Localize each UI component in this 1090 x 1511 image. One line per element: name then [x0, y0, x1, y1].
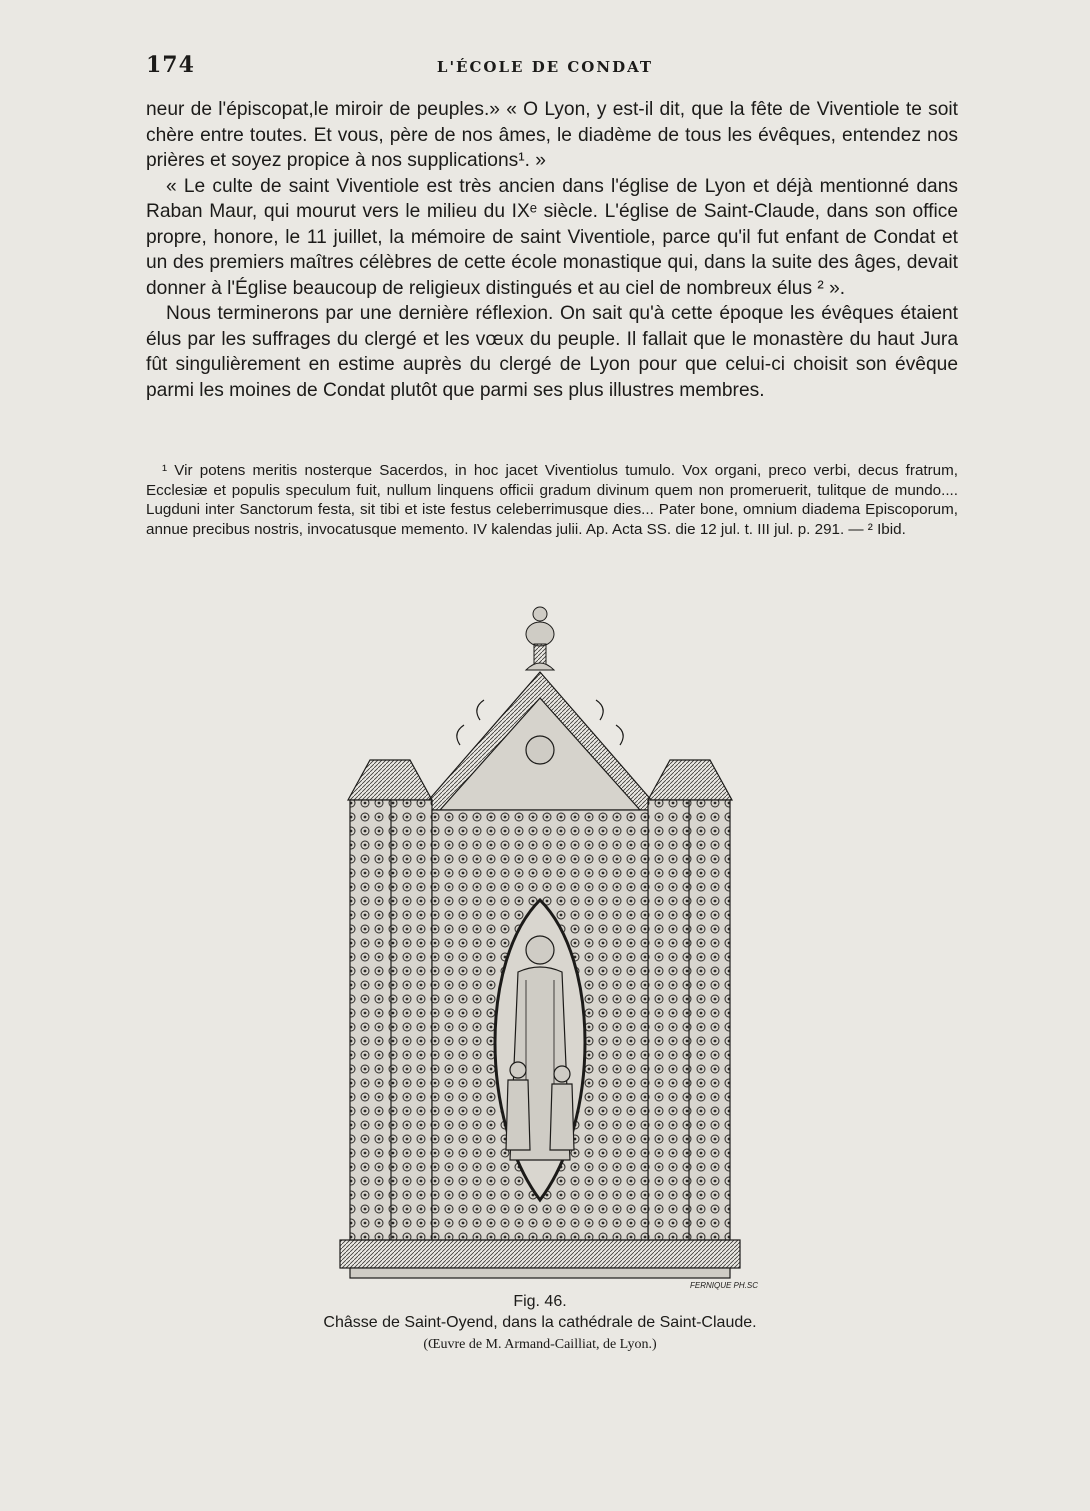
paragraph-3: Nous terminerons par une dernière réflexion. On sait qu'à cette époque les évêques étaient élus par les suffrages du clergé et les vœux du peuple. Il fallait que le monastère du haut Jura fût singulièrement en estime auprès du clergé de Lyon pour que celui-ci choisit son évêque parmi les moines de Condat plutôt que parmi ses plus illustres membres.	[146, 303, 958, 401]
body-text	[146, 97, 958, 403]
right-tower	[648, 760, 732, 1240]
footnote	[146, 461, 958, 539]
gable-roof	[420, 672, 660, 810]
paragraph-1: neur de l'épiscopat,le miroir de peuples.» « O Lyon, y est-il dit, que la fête de Viventiole te soit chère entre toutes. Et vous, père de nos âmes, le diadème de tous les évêques, entendez nos prières et soyez propice à nos supplications¹. »	[146, 99, 958, 171]
figure-caption: Châsse de Saint-Oyend, dans la cathédrale de Saint-Claude.	[323, 1314, 757, 1331]
figure-label: Fig. 46.	[513, 1293, 567, 1310]
top-finial	[526, 607, 554, 670]
central-panel	[432, 810, 648, 1240]
page-number: 174	[146, 52, 195, 78]
paragraph-2: « Le culte de saint Viventiole est très ancien dans l'église de Lyon et déjà mentionné dans Raban Maur, qui mourut vers le milieu du IXᵉ siècle. L'église de Saint-Claude, dans son office propre, honore, le 11 juillet, la mémoire de saint Viventiole, parce qu'il fut enfant de Condat et un des premiers maîtres célèbres de cette école monastique qui, dans la suite des âges, devait donner à l'Église beaucoup de religieux distingués et au ciel de nombreux élus ² ».	[146, 175, 958, 299]
engraver-signature: FERNIQUE PH.SC	[690, 1281, 759, 1290]
running-title: L'ÉCOLE DE CONDAT	[436, 58, 654, 76]
figure-credit: (Œuvre de M. Armand-Cailliat, de Lyon.)	[423, 1337, 657, 1352]
footnote-text: ¹ Vir potens meritis nosterque Sacerdos, in hoc jacet Viventiolus tumulo. Vox organi, preco verbi, decus fratrum, Ecclesiæ et populis speculum fuit, nullum linquens officii gradum divinum quem non promeruerit, tulitque de mundo.... Lugduni inter Sanctorum festa, sit tibi et iste festus celeberrimusque dies... Pater bone, omnium diadema Episcoporum, annue precibus nostris, invocatusque memento. IV kalendas julii. Ap. Acta SS. die 12 jul. t. III jul. p. 291. — ² Ibid.	[146, 462, 958, 538]
left-tower	[348, 760, 432, 1240]
reliquary-base	[340, 1240, 740, 1278]
reliquary-engraving	[330, 600, 759, 1290]
